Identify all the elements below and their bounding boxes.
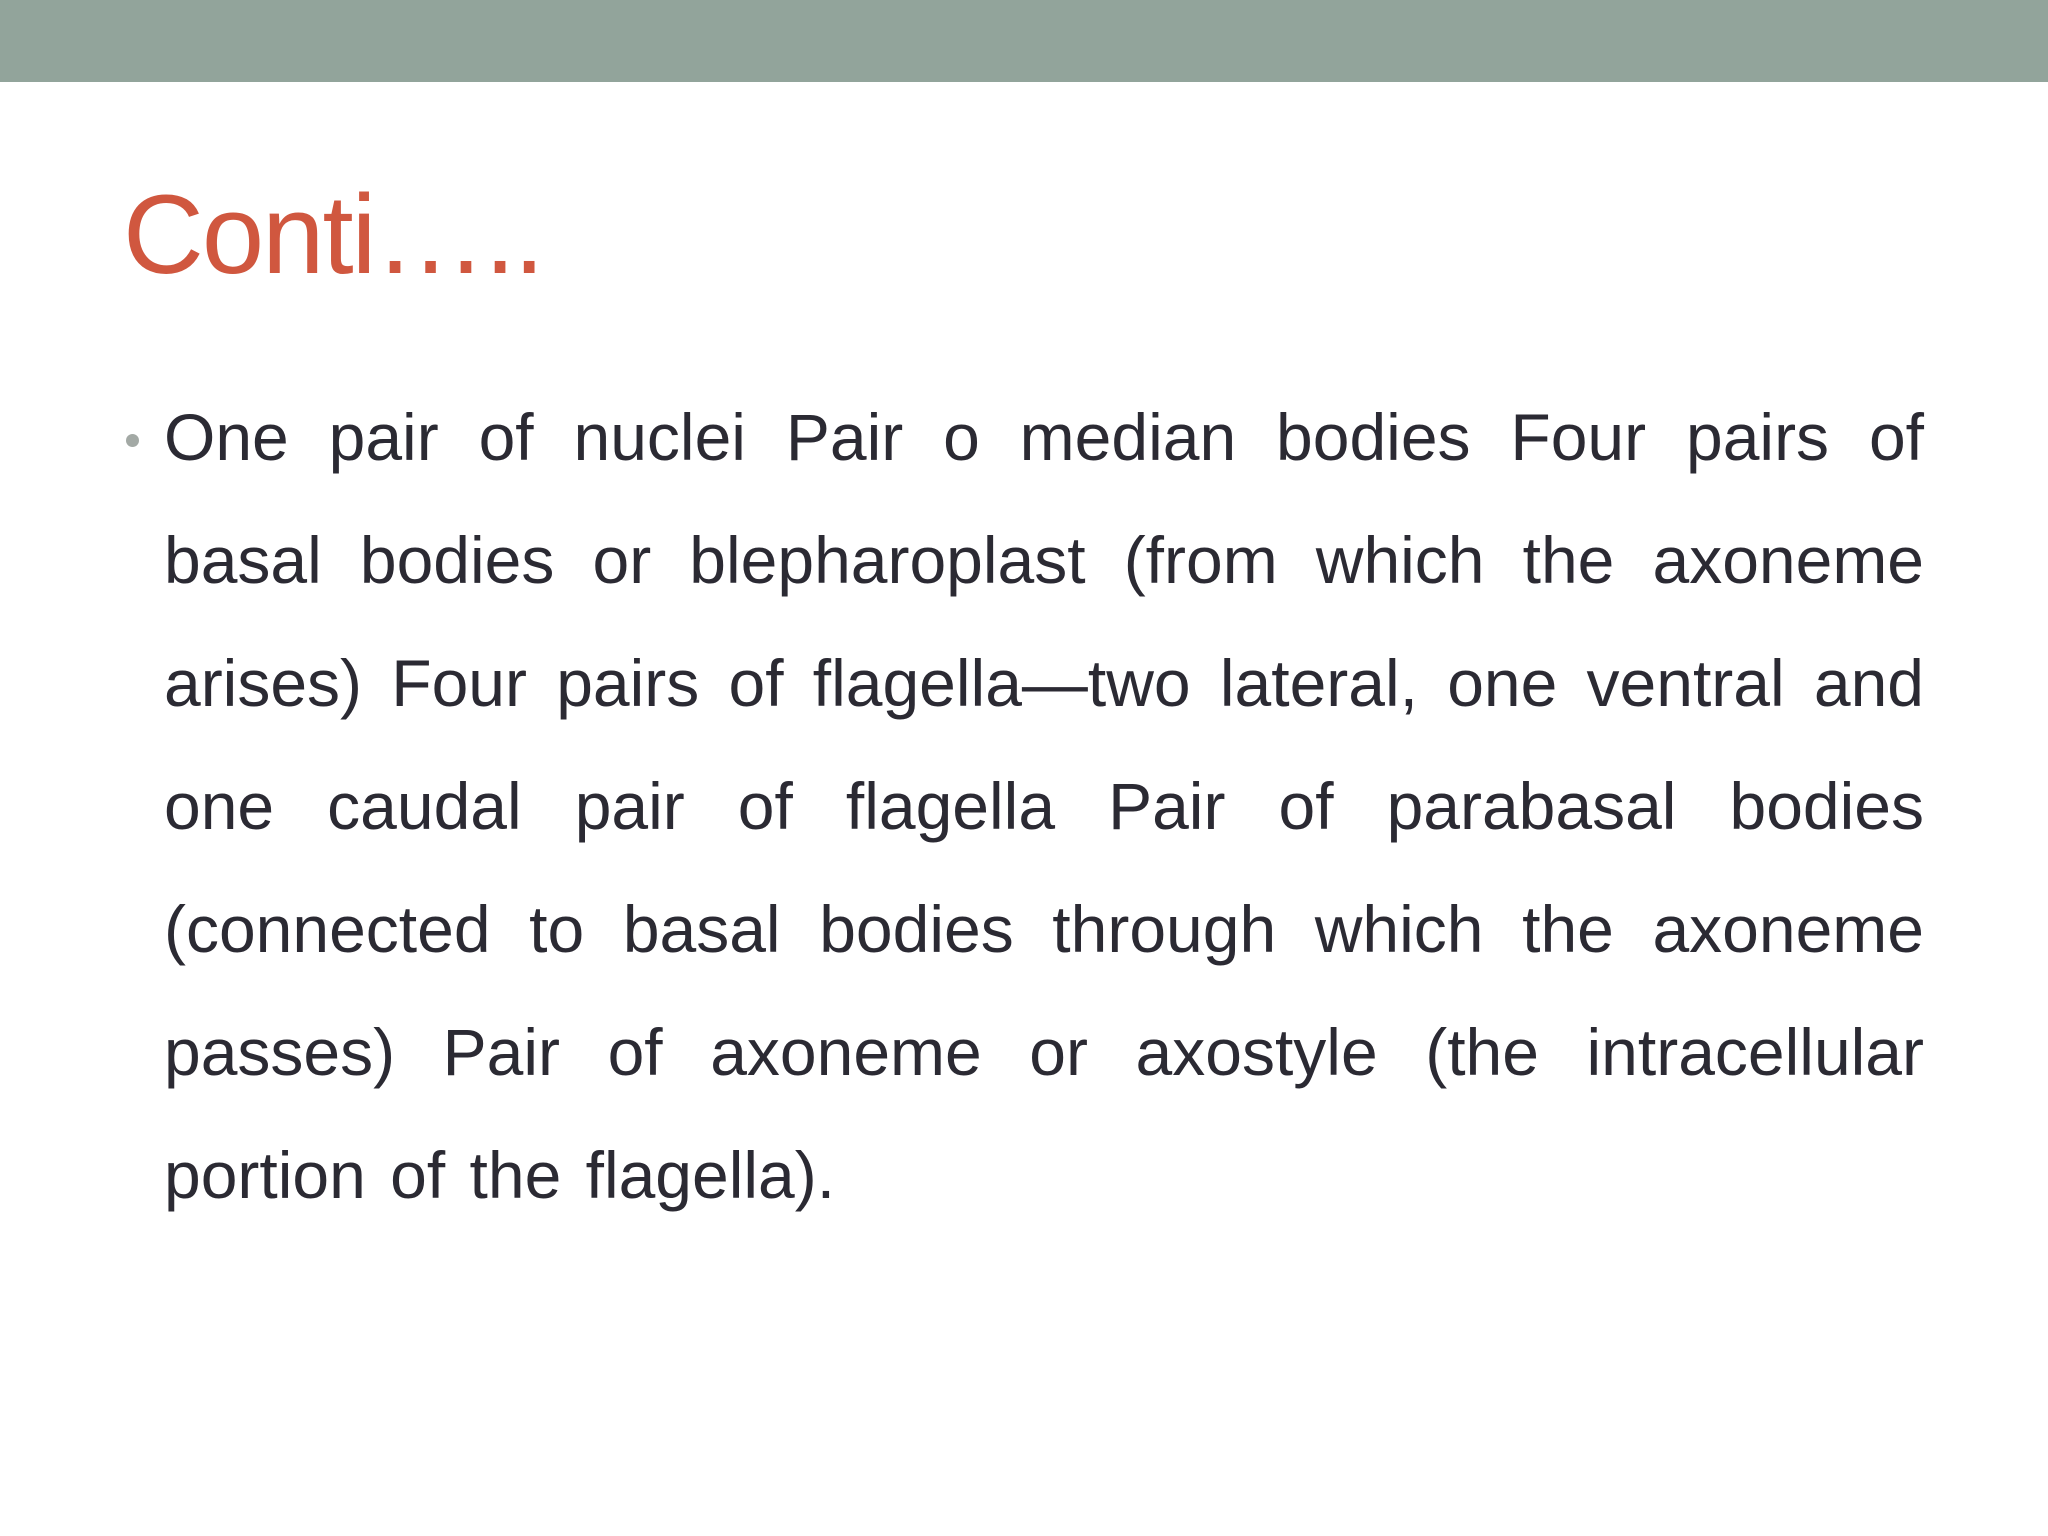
bullet-dot-icon <box>126 434 139 447</box>
bullet-text: One pair of nuclei Pair o median bodies Four pairs of basal bodies or blepharoplast (from which the axoneme arises) Four pairs of flagella—two lateral, one ventral and one caudal pair of flagella Pair of parabasal bodies (connected to basal bodies through which the axoneme passes) Pair of axoneme or axostyle (the intracellular portion of the flagella). <box>164 400 1924 1212</box>
slide-title: Conti….. <box>123 172 543 297</box>
top-accent-band <box>0 0 2048 82</box>
bullet-item <box>118 376 1924 1237</box>
bullet-list <box>118 376 1924 1237</box>
